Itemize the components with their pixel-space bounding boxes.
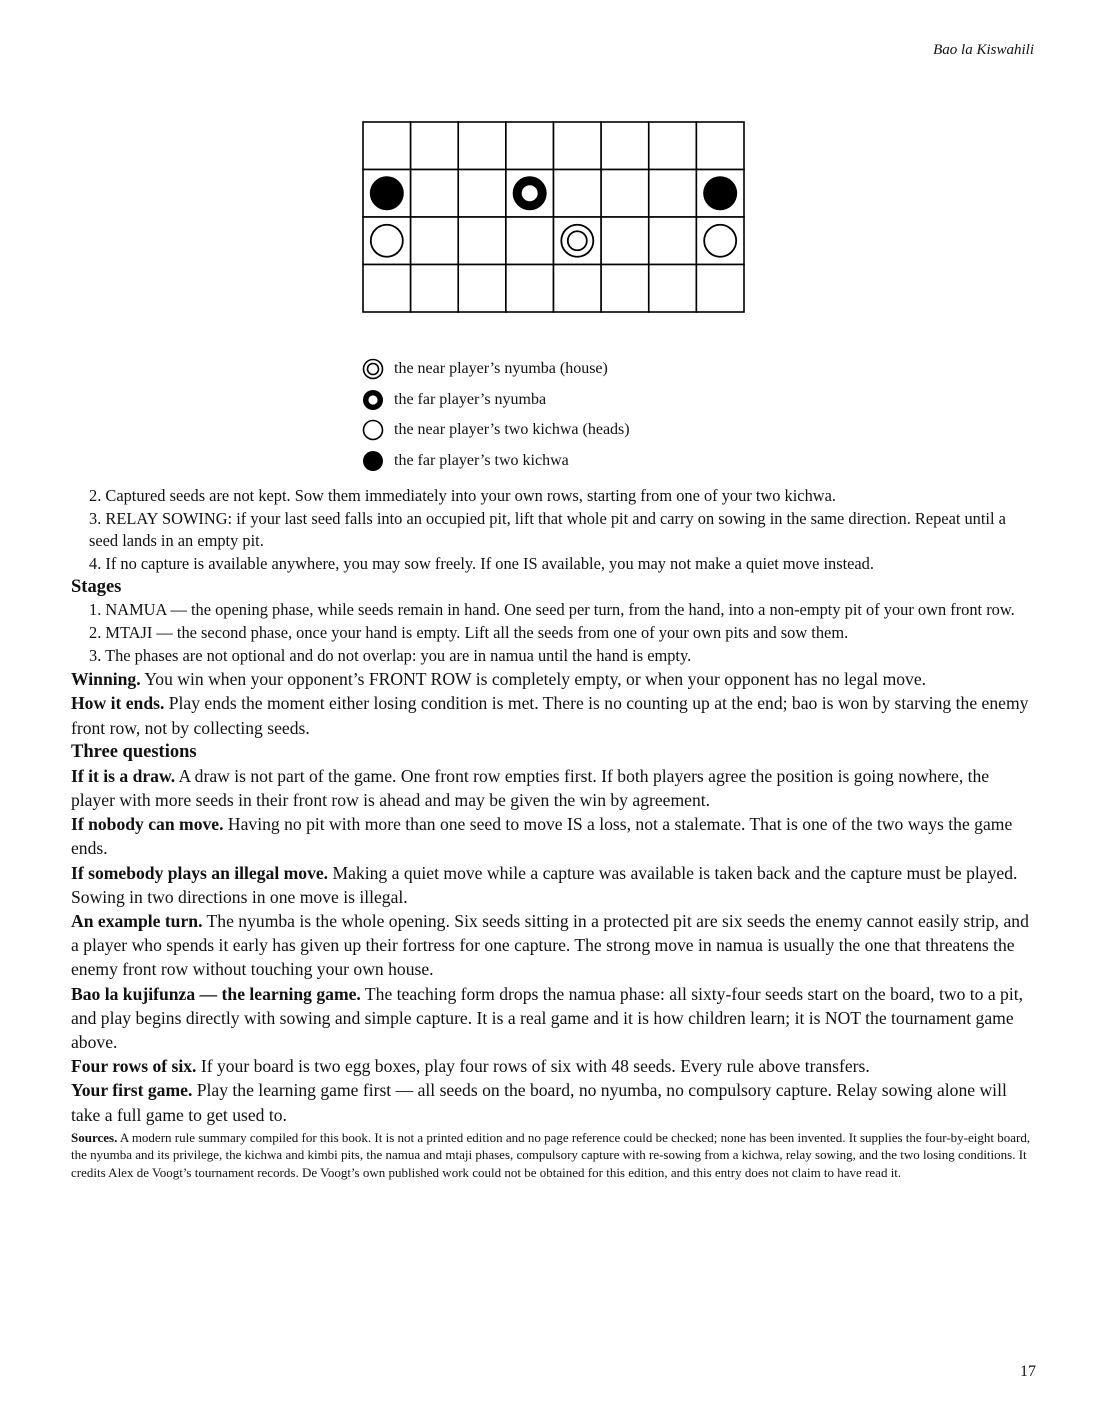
near-kichwa-marker: [371, 225, 403, 257]
paragraph-text: If your board is two egg boxes, play four rows of six with 48 seeds. Every rule above transfers.: [196, 1056, 870, 1077]
far-kichwa-marker: [703, 176, 737, 210]
run-in-heading: How it ends.: [71, 693, 165, 714]
four-rows-paragraph: [71, 1054, 1037, 1078]
page-number: 17: [1020, 1363, 1036, 1380]
board-pit: [458, 217, 506, 265]
list-item: 1. NAMUA — the opening phase, while seeds remain in hand. One seed per turn, from the hand, into a non-empty pit of your own front row.: [89, 600, 1015, 620]
paragraph-text: Play ends the moment either losing condition is met. There is no counting up at the end; bao is won by starving the enemy front row, not by collecting seeds.: [71, 693, 1029, 738]
draw-paragraph: [71, 764, 1037, 812]
far-nyumba-marker: [513, 176, 547, 210]
paragraph-text: Making a quiet move while a capture was available is taken back and the capture must be played. Sowing in two directions in one move is illegal.: [71, 862, 1018, 907]
far-kichwa-icon: [362, 450, 384, 472]
run-in-heading: If somebody plays an illegal move.: [71, 862, 329, 883]
board-pit: [411, 265, 459, 313]
list-item: 4. If no capture is available anywhere, you may sow freely. If one IS available, you may not make a quiet move instead.: [89, 553, 874, 573]
board-pit: [554, 265, 602, 313]
legend-item-far-kichwa: [362, 446, 782, 477]
bao-board-diagram: [362, 121, 745, 313]
legend-label: the near player’s two kichwa (heads): [394, 421, 630, 439]
open-circle: [704, 225, 736, 257]
board-pit: [411, 122, 459, 170]
learning-game-paragraph: [71, 982, 1037, 1055]
board-pit: [601, 170, 649, 218]
illegal-move-paragraph: [71, 861, 1037, 909]
three-questions-heading: Three questions: [71, 741, 197, 762]
run-in-heading: If it is a draw.: [71, 765, 176, 786]
board-pit: [411, 170, 459, 218]
board-pit: [411, 217, 459, 265]
nobody-can-move-paragraph: [71, 812, 1037, 860]
sources-note: [71, 1129, 1037, 1181]
board-pit: [363, 265, 411, 313]
list-item: 3. The phases are not optional and do not overlap: you are in namua until the hand is empty.: [89, 645, 692, 665]
board-pit: [554, 122, 602, 170]
legend-item-far-nyumba: [362, 385, 782, 416]
running-title: Bao la Kiswahili: [933, 42, 1034, 58]
board-pit: [696, 122, 744, 170]
open-circle: [371, 225, 403, 257]
paragraph-text: The nyumba is the whole opening. Six seeds sitting in a protected pit are six seeds the enemy cannot easily strip, and a player who spends it early has given up their fortress for one capture. The strong move in namua is usually the one that threatens the enemy front row without touching your own house.: [71, 910, 1029, 980]
run-in-heading: Your first game.: [71, 1080, 193, 1101]
first-game-paragraph: [71, 1078, 1037, 1126]
filled-circle: [370, 176, 404, 210]
board-pit: [458, 265, 506, 313]
near-nyumba-icon: [362, 358, 384, 380]
stages-list: [71, 599, 1037, 667]
run-in-heading: Four rows of six.: [71, 1056, 197, 1077]
list-item: 2. Captured seeds are not kept. Sow them immediately into your own rows, starting from one of your two kichwa.: [89, 486, 836, 505]
board-pit: [458, 170, 506, 218]
legend-label: the far player’s nyumba: [394, 390, 547, 408]
legend-label: the far player’s two kichwa: [394, 451, 569, 469]
board-pit: [506, 265, 554, 313]
far-kichwa-marker: [370, 176, 404, 210]
legend-label: the near player’s nyumba (house): [394, 360, 608, 378]
bao-board: [362, 121, 745, 313]
board-pit: [696, 265, 744, 313]
rules-text: [71, 485, 1037, 1181]
board-pit: [649, 122, 697, 170]
board-legend: [362, 354, 782, 476]
run-in-heading: Winning.: [71, 669, 141, 690]
board-pit: [458, 122, 506, 170]
capture-rules-list: [71, 485, 1037, 575]
near-kichwa-icon: [362, 419, 384, 441]
board-pit: [554, 170, 602, 218]
inner-circle: [568, 231, 587, 250]
stages-heading: Stages: [71, 577, 122, 598]
near-nyumba-marker: [561, 225, 593, 257]
list-item: 2. MTAJI — the second phase, once your hand is empty. Lift all the seeds from one of your own pits and sow them.: [89, 622, 849, 642]
near-kichwa-marker: [704, 225, 736, 257]
board-pit: [506, 122, 554, 170]
run-in-heading: If nobody can move.: [71, 814, 224, 835]
run-in-heading: Bao la kujifunza — the learning game.: [71, 983, 361, 1004]
legend-item-near-nyumba: [362, 354, 782, 385]
board-pit: [601, 265, 649, 313]
run-in-heading: Sources.: [71, 1129, 118, 1145]
inner-circle: [521, 185, 538, 202]
board-pit: [649, 265, 697, 313]
paragraph-text: The teaching form drops the namua phase: all sixty-four seeds start on the board, two to a pit, and play begins directly with sowing and simple capture. It is a real game and it is how children learn; it is NOT the tournament game above.: [71, 983, 1024, 1052]
paragraph-text: Having no pit with more than one seed to move IS a loss, not a stalemate. That is one of the two ways the game ends.: [71, 814, 1013, 859]
list-item: 3. RELAY SOWING: if your last seed falls into an occupied pit, lift that whole pit and carry on sowing in the same direction. Repeat until a seed lands in an empty pit.: [89, 508, 1006, 551]
board-pit: [649, 170, 697, 218]
board-pit: [363, 122, 411, 170]
board-pit: [601, 217, 649, 265]
example-turn-paragraph: [71, 909, 1037, 982]
board-pit: [649, 217, 697, 265]
legend-item-near-kichwa: [362, 415, 782, 446]
filled-circle: [703, 176, 737, 210]
paragraph-text: You win when your opponent’s FRONT ROW is completely empty, or when your opponent has no legal move.: [140, 669, 927, 690]
board-pit: [506, 217, 554, 265]
far-nyumba-icon: [362, 389, 384, 411]
board-pit: [601, 122, 649, 170]
paragraph-text: A draw is not part of the game. One front row empties first. If both players agree the position is going nowhere, the player with more seeds in their front row is ahead and may be given the win by agreement.: [71, 765, 990, 810]
paragraph-text: Play the learning game first — all seeds on the board, no nyumba, no compulsory capture. Relay sowing alone will take a full game to get used to.: [71, 1080, 1007, 1125]
how-it-ends-paragraph: [71, 691, 1037, 739]
paragraph-text: A modern rule summary compiled for this book. It is not a printed edition and no page reference could be checked; none has been invented. It supplies the four-by-eight board, the nyumba and its privilege, the kichwa and kimbi pits, the namua and mtaji phases, compulsory capture with re-sowing from a kichwa, relay sowing, and the two losing conditions. It credits Alex de Voogt’s tournament records. De Voogt’s own published work could not be obtained for this edition, and this entry does not claim to have read it.: [71, 1129, 1031, 1180]
run-in-heading: An example turn.: [71, 910, 203, 931]
winning-paragraph: [71, 667, 1037, 691]
